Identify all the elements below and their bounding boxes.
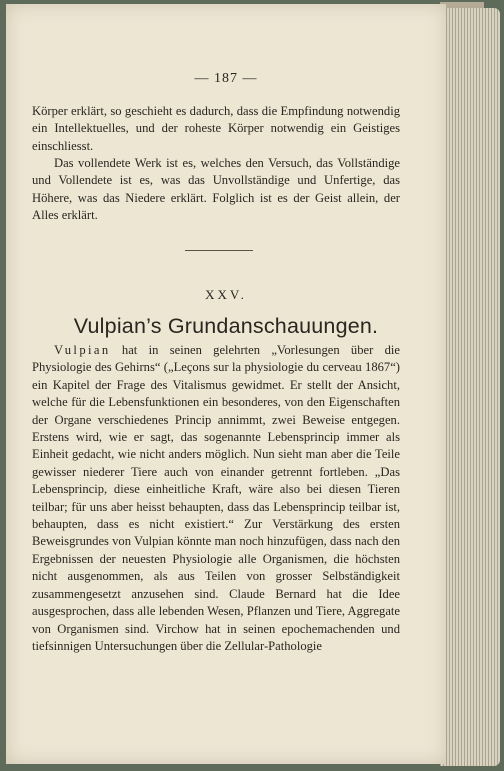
author-name: Vulpian [54, 343, 111, 357]
book-page [6, 4, 446, 764]
book-page-edges [440, 8, 500, 766]
chapter-title: Vulpian’s Grundanschauungen. [73, 314, 379, 338]
paragraph-3 [32, 342, 400, 655]
paragraph-2: Das vollendete Werk ist es, welches den Versuch, das Vollständige und Vollendete ist es, was das Unvollständige und Unfertige, das Höhere, was das Niedere erklärt. Folglich ist es der Geist allein, der Alles erklärt. [32, 156, 400, 223]
paragraph-3-text: hat in seinen gelehrten „Vorlesungen über die Physiologie des Gehirns“ („Leçons sur la physiologie du cerveau 1867“) ein Kapitel der Frage des Vitalismus gewidmet. Er stellt der Ansicht, welche für die Lebensfunktionen ein besonderes, von den Eigenschaften der Organe verschiedenes Princip annimmt, zwei Beweise entgegen. Erstens wird, wie er sagt, das sogenannte Lebensprincip immer als Einheit gedacht, wie nicht anders möglich. Nun sieht man aber die Teile gewisser niederer Tiere auch von einander getrennt fortleben. „Das Lebensprincip, diese einheitliche Kraft, wäre also bei diesen Tieren teilbar; für uns aber heisst behaupten, dass das Lebensprincip teilbar ist, behaupten, dass es nicht existiert.“ Zur Verstärkung des ersten Beweisgrundes von Vulpian könnte man noch hinzufügen, dass nach den Ergebnissen der neuesten Physiologie alle Organismen, die höchsten nicht ausgenommen, als aus Teilen von grosser Selbständigkeit zusammengesetzt anzusehen sind. Claude Bernard hat die Idee ausgesprochen, dass alle lebenden Wesen, Pflanzen und Tiere, Aggregate von Organismen sind. Virchow hat in seinen epochemachenden und tiefsinnigen Untersuchungen über die Zellular-Pathologie [32, 343, 400, 653]
section-divider [185, 250, 253, 251]
chapter-numeral: XXV. [205, 287, 247, 302]
page-number: — 187 — [194, 71, 258, 86]
paragraph-1: Körper erklärt, so geschieht es dadurch, dass die Empfindung notwendig ein Intellektuelles, und der roheste Körper notwendig ein Geistiges einschliesst. [32, 104, 400, 153]
